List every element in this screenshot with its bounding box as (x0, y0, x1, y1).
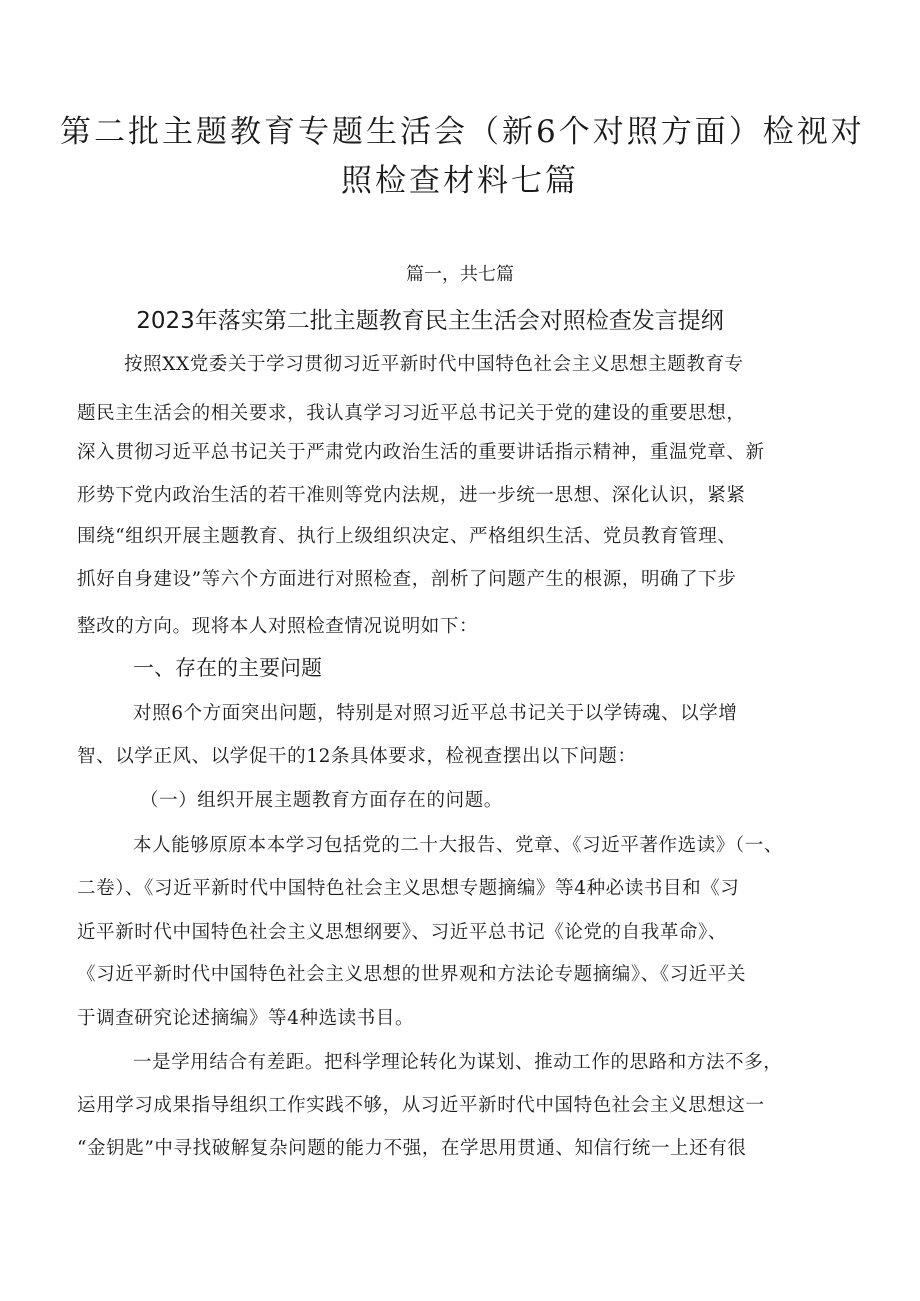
paragraph-line: 近平新时代中国特色社会主义思想纲要》、习近平总书记《论党的自我革命》、 (77, 922, 728, 943)
paragraph-line: 对照6个方面突出问题，特别是对照习近平总书记关于以学铸魂、以学增 (133, 703, 738, 724)
paragraph-line: “金钥匙”中寻找破解复杂问题的能力不强，在学思用贯通、知信行统一上还有很 (77, 1138, 747, 1159)
intro-line: 按照XX党委关于学习贯彻习近平新时代中国特色社会主义思想主题教育专 (124, 354, 744, 375)
intro-line: 深入贯彻习近平总书记关于严肃党内政治生活的重要讲话指示精神，重温党章、新 (77, 442, 765, 463)
document-title-line-1: 第二批主题教育专题生活会（新6个对照方面）检视对 (60, 114, 865, 150)
intro-line: 整改的方向。现将本人对照检查情况说明如下： (77, 616, 479, 637)
subheading: （一）组织开展主题教育方面存在的问题。 (140, 790, 503, 811)
paragraph-line: 二卷）、《习近平新时代中国特色社会主义思想专题摘编》等4种必读书目和《习 (77, 878, 740, 899)
document-title-line-2: 照检查材料七篇 (341, 163, 579, 199)
intro-line: 形势下党内政治生活的若干准则等党内法规，进一步统一思想、深化认识，紧紧 (77, 485, 746, 506)
paragraph-line: 智、以学正风、以学促干的12条具体要求，检视查摆出以下问题： (77, 746, 637, 767)
paragraph-line: 一是学用结合有差距。把科学理论转化为谋划、推动工作的思路和方法不多， (133, 1052, 783, 1073)
paragraph-line: 于调查研究论述摘编》等4种选读书目。 (77, 1008, 415, 1029)
intro-line: 围绕“组织开展主题教育、执行上级组织决定、严格组织生活、党员教育管理、 (77, 526, 737, 547)
paragraph-line: 本人能够原原本本学习包括党的二十大报告、党章、《习近平著作选读》（一、 (133, 835, 784, 856)
article-subtitle: 篇一，共七篇 (406, 264, 514, 285)
paragraph-line: 运用学习成果指导组织工作实践不够，从习近平新时代中国特色社会主义思想这一 (77, 1095, 765, 1116)
intro-line: 题民主生活会的相关要求，我认真学习习近平总书记关于党的建设的重要思想， (77, 403, 746, 424)
section-heading: 一、存在的主要问题 (133, 656, 322, 680)
paragraph-line: 《习近平新时代中国特色社会主义思想的世界观和方法论专题摘编》、《习近平关 (77, 964, 747, 985)
article-title: 2023年落实第二批主题教育民主生活会对照检查发言提纲 (136, 308, 724, 334)
intro-line: 抓好自身建设”等六个方面进行对照检查，剖析了问题产生的根源，明确了下步 (77, 569, 737, 590)
